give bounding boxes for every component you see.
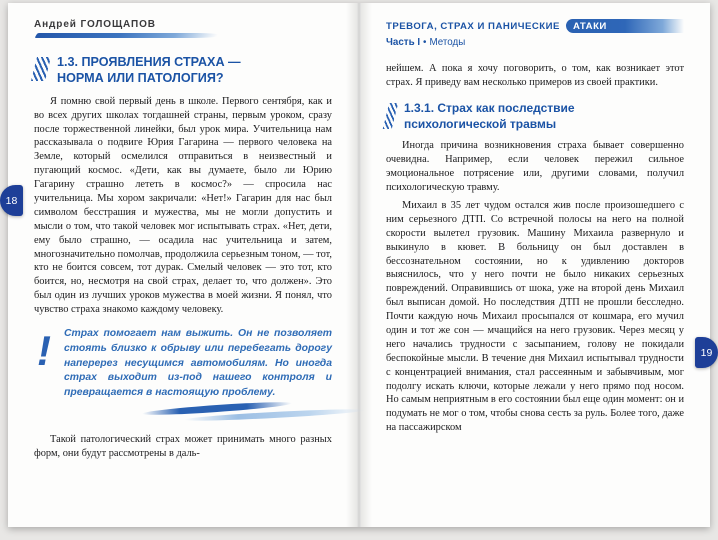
page-number: 19 <box>700 346 713 359</box>
brush-stroke-decoration <box>35 33 223 38</box>
section-label: Методы <box>429 37 466 48</box>
page-left <box>5 3 346 527</box>
section-heading <box>57 54 241 87</box>
page-number-tab-right <box>695 337 718 368</box>
subsection-heading-line1: 1.3.1. Страх как последствие <box>404 100 575 115</box>
running-header-title <box>386 19 684 33</box>
subsection-heading-line2: психологической травмы <box>404 116 557 131</box>
page-number: 18 <box>5 194 18 207</box>
right-page-body <box>386 62 684 435</box>
running-header-title-main: ТРЕВОГА, СТРАХ И ПАНИЧЕСКИЕ <box>386 20 560 32</box>
section-heading-block <box>34 54 332 87</box>
subsection-marker-icon <box>383 103 398 129</box>
body-paragraph: Михаил в 35 лет чудом остался жив после произошедшего с ним серьезного ДТП. Со встречной полосы на него на полной скорости вылетел грузовик. Машину Михаила развернуло и выкинуло в кювет. В больницу он был доставлен в бессознательном состоянии, но к удивлению докторов выяснилось, что у него почти не было никаких серьезных повреждений. Оправившись от шока, уже на второй день Михаил был выписан домой. Но последствия ДТП не прошли бесследно. Почти каждую ночь Михаил просыпался от кошмара, его мучил один и тот же сон — мчащийся на него грузовик. Через месяц у него начались трудности с засыпанием, голову не покидали беспокойные мысли. В течение дня Михаил испытывал трудности с концентрацией внимания, стал рассеянным и забывчивым, мог подолгу искать ключи, которые лежали у него прямо под носом. Но самым неприятным в его состоянии был еще один момент: он и подумать не мог о том, чтобы снова сесть за руль. Более того, даже на пассажирском <box>386 200 684 434</box>
page-number-tab-left <box>0 185 23 216</box>
running-header-author: Андрей ГОЛОЩАПОВ <box>34 19 156 30</box>
subsection-heading <box>404 101 575 133</box>
body-paragraph: Такой патологический страх может принимать много разных форм, они будут рассмотрены в даль- <box>34 433 332 459</box>
quote-decorations <box>34 403 332 421</box>
running-header-title-highlight: АТАКИ <box>566 19 684 33</box>
part-label: Часть I <box>386 37 421 48</box>
exclamation-icon: ! <box>37 326 51 374</box>
section-heading-line2: НОРМА ИЛИ ПАТОЛОГИЯ? <box>57 71 224 86</box>
page-right <box>372 3 710 527</box>
section-heading-line1: 1.3. ПРОЯВЛЕНИЯ СТРАХА — <box>57 55 241 69</box>
body-paragraph: нейшем. А пока я хочу поговорить, о том, как возникает этот страх. Я приведу вам несколько примеров из своей практики. <box>386 63 684 88</box>
book-spread <box>5 3 710 527</box>
body-paragraph: Я помню свой первый день в школе. Первого сентября, как и во всех других школах тогдашней страны, первым уроком, сразу после торжественной линейки, был урок мира. Учительница нам рассказывала о подвиге Юрия Гагарина — первого человека на Земле, который осмелился отправиться в неизвестный и пугающий космос. «Дети, как вы думаете, было ли Юрию Гагарину страшно лететь в космос?» — спросила нас учительница. Мы хором закричали: «Нет!» Гагарин для нас был символом бесстрашия и мужества, мы не могли допустить и мысли о том, что такой человек мог испытывать страх. «Нет, дети, ему было страшно, — осадила нас учительница и затем, многозначительно помолчав, продолжила серьезным тоном, — тот, кто не боится совсем, тот дурак. Смелый человек — это тот, кто боится, но, несмотря на свой страх, делает то, что должен». Это был один из лучших уроков мужества в моей жизни. Я понял, что чувство страха знакомо каждому человеку. <box>34 95 332 316</box>
running-header-subtitle <box>386 37 684 48</box>
pullquote-text: Страх помогает нам выжить. Он не позволяет стоять близко к обрыву или перебегать дорогу наперерез несущимся автомобилям. Но иногда страх выходит из-под нашего контроля и превращается в настоящую проблему. <box>64 327 332 399</box>
section-marker-icon <box>31 57 51 81</box>
subsection-heading-block <box>386 101 684 133</box>
body-paragraph: Иногда причина возникновения страха бывает совершенно очевидна. Например, если человек пережил сильное эмоциональное потрясение или, другими словами, получил психологическую травму. <box>386 140 684 194</box>
bullet-separator: • <box>423 37 427 48</box>
pullquote-block <box>34 327 332 401</box>
book-gutter <box>346 3 372 527</box>
